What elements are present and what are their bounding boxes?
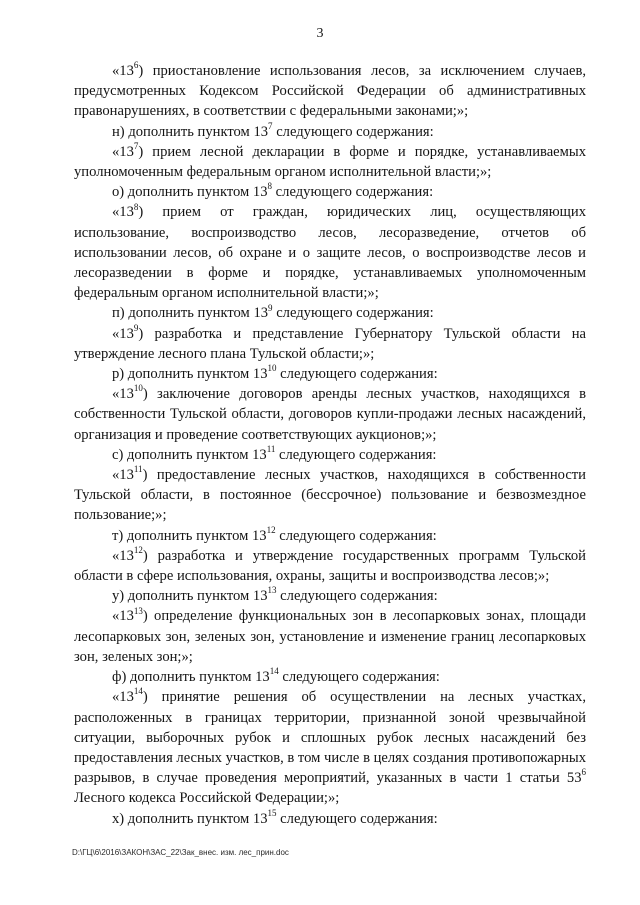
page-number: 3 — [316, 26, 324, 41]
paragraph-text: следующего содержания: — [272, 123, 434, 140]
superscript: 6 — [581, 767, 586, 778]
paragraph-text: «13 — [112, 547, 134, 564]
paragraph-13-7 — [74, 142, 586, 182]
paragraph-text: «13 — [112, 204, 134, 221]
superscript: 14 — [133, 686, 143, 697]
paragraph-13-12 — [74, 546, 586, 586]
superscript: 15 — [267, 807, 277, 818]
paragraph-add-13-11 — [74, 445, 586, 465]
paragraph-text: ) приостановление использования лесов, за исключением случаев, предусмотренных Кодексом Российской Федерации об административных правонарушениях, в соответствии с федеральными законами;»; — [74, 63, 586, 120]
paragraph-text: следующего содержания: — [276, 810, 438, 827]
paragraph-text: о) дополнить пунктом 13 — [112, 184, 268, 201]
paragraph-text: п) дополнить пунктом 13 — [112, 305, 269, 322]
paragraph-text: х) дополнить пунктом 13 — [112, 810, 268, 827]
paragraph-text: следующего содержания: — [276, 366, 438, 383]
paragraph-text: «13 — [112, 143, 134, 160]
file-path-footer: D:\ГЦ\6\2016\ЗАКОН\ЗАС_22\Зак_внес. изм. лес_прин.doc — [72, 848, 289, 857]
paragraph-text: следующего содержания: — [275, 446, 437, 463]
paragraph-add-13-14 — [74, 667, 586, 687]
paragraph-add-13-7 — [74, 122, 586, 142]
superscript: 9 — [133, 322, 139, 333]
paragraph-13-11 — [74, 465, 586, 526]
superscript: 8 — [133, 201, 139, 212]
paragraph-text: «13 — [112, 386, 134, 403]
superscript: 14 — [269, 666, 279, 677]
paragraph-text: следующего содержания: — [272, 305, 434, 322]
paragraph-text: ф) дополнить пунктом 13 — [112, 669, 270, 686]
paragraph-text: Лесного кодекса Российской Федерации;»; — [74, 790, 340, 807]
paragraph-text: «13 — [112, 325, 134, 342]
superscript: 8 — [267, 181, 273, 192]
superscript: 13 — [133, 605, 143, 616]
superscript: 11 — [133, 464, 143, 475]
paragraph-text: «13 — [112, 689, 134, 706]
paragraph-add-13-8 — [74, 182, 586, 202]
paragraph-add-13-15 — [74, 809, 586, 829]
superscript: 12 — [266, 524, 276, 535]
paragraph-text: следующего содержания: — [272, 184, 434, 201]
paragraph-add-13-10 — [74, 364, 586, 384]
paragraph-text: р) дополнить пунктом 13 — [112, 366, 268, 383]
superscript: 6 — [133, 60, 139, 71]
paragraph-text: «13 — [112, 63, 134, 79]
paragraph-13-6 — [74, 61, 586, 122]
paragraph-text: следующего содержания: — [278, 669, 440, 686]
paragraph-text: ) разработка и представление Губернатору Тульской области на утверждение лесного плана Тульской области;»; — [74, 325, 586, 362]
paragraph-add-13-12 — [74, 526, 586, 546]
superscript: 11 — [266, 444, 276, 454]
paragraph-text: ) прием лесной декларации в форме и порядке, устанавливаемых уполномоченным федеральным органом исполнительной власти;»; — [74, 143, 586, 181]
paragraph-text: следующего содержания: — [275, 527, 437, 544]
paragraph-13-8 — [74, 202, 586, 303]
paragraph-text: следующего содержания: — [276, 588, 438, 605]
paragraph-add-13-13 — [74, 586, 586, 606]
superscript: 12 — [133, 545, 143, 556]
paragraph-add-13-9 — [74, 303, 586, 323]
paragraph-text: т) дополнить пунктом 13 — [112, 527, 267, 544]
paragraph-text: «13 — [112, 467, 134, 484]
superscript: 10 — [267, 363, 277, 374]
paragraph-text: ) прием от граждан, юридических лиц, осуществляющих использование, воспроизводство лесов, лесоразведение, отчетов об использовании лесов, об охране и о защите лесов, о воспроизводстве лесов и лесоразведении в форме и порядке, устанавливаемых уполномоченным федеральным органом исполнительной власти;»; — [74, 204, 586, 302]
paragraph-13-9 — [74, 324, 586, 364]
superscript: 7 — [268, 120, 273, 131]
paragraph-text: ) предоставление лесных участков, находящихся в собственности Тульской области, в постоянное (бессрочное) пользование и безвозмездное пользование;»; — [74, 467, 586, 524]
paragraph-text: ) принятие решения об осуществлении на лесных участках, расположенных в границах территории, признанной зоной чрезвычайной ситуации, выборочных рубок и сплошных рубок лесных насаждений без предоставления лесных участков, в том числе в целях создания противопожарных разрывов, в случае проведения мероприятий, указанных в части 1 статьи 53 — [74, 689, 586, 787]
paragraph-text: ) разработка и утверждение государственных программ Тульской области в сфере использования, охраны, защиты и воспроизводства лесов;»; — [74, 547, 586, 585]
paragraph-text: с) дополнить пунктом 13 — [112, 446, 267, 463]
paragraph-text: н) дополнить пунктом 13 — [112, 123, 269, 140]
superscript: 7 — [133, 140, 139, 151]
paragraph-13-10 — [74, 384, 586, 445]
paragraph-text: «13 — [112, 608, 134, 625]
paragraph-text: у) дополнить пунктом 13 — [112, 588, 268, 605]
paragraph-13-13 — [74, 606, 586, 667]
document-body — [74, 61, 586, 829]
superscript: 10 — [133, 383, 143, 394]
paragraph-text: ) заключение договоров аренды лесных участков, находящихся в собственности Тульской области, договоров купли-продажи лесных насаждений, организация и проведение соответствующих аукционов;»; — [74, 386, 586, 443]
paragraph-13-14 — [74, 687, 586, 808]
superscript: 13 — [267, 585, 277, 596]
superscript: 9 — [268, 302, 273, 313]
paragraph-text: ) определение функциональных зон в лесопарковых зонах, площади лесопарковых зон, зеленых зон, установление и изменение границ лесопарковых зон, зеленых зон;»; — [74, 608, 586, 665]
